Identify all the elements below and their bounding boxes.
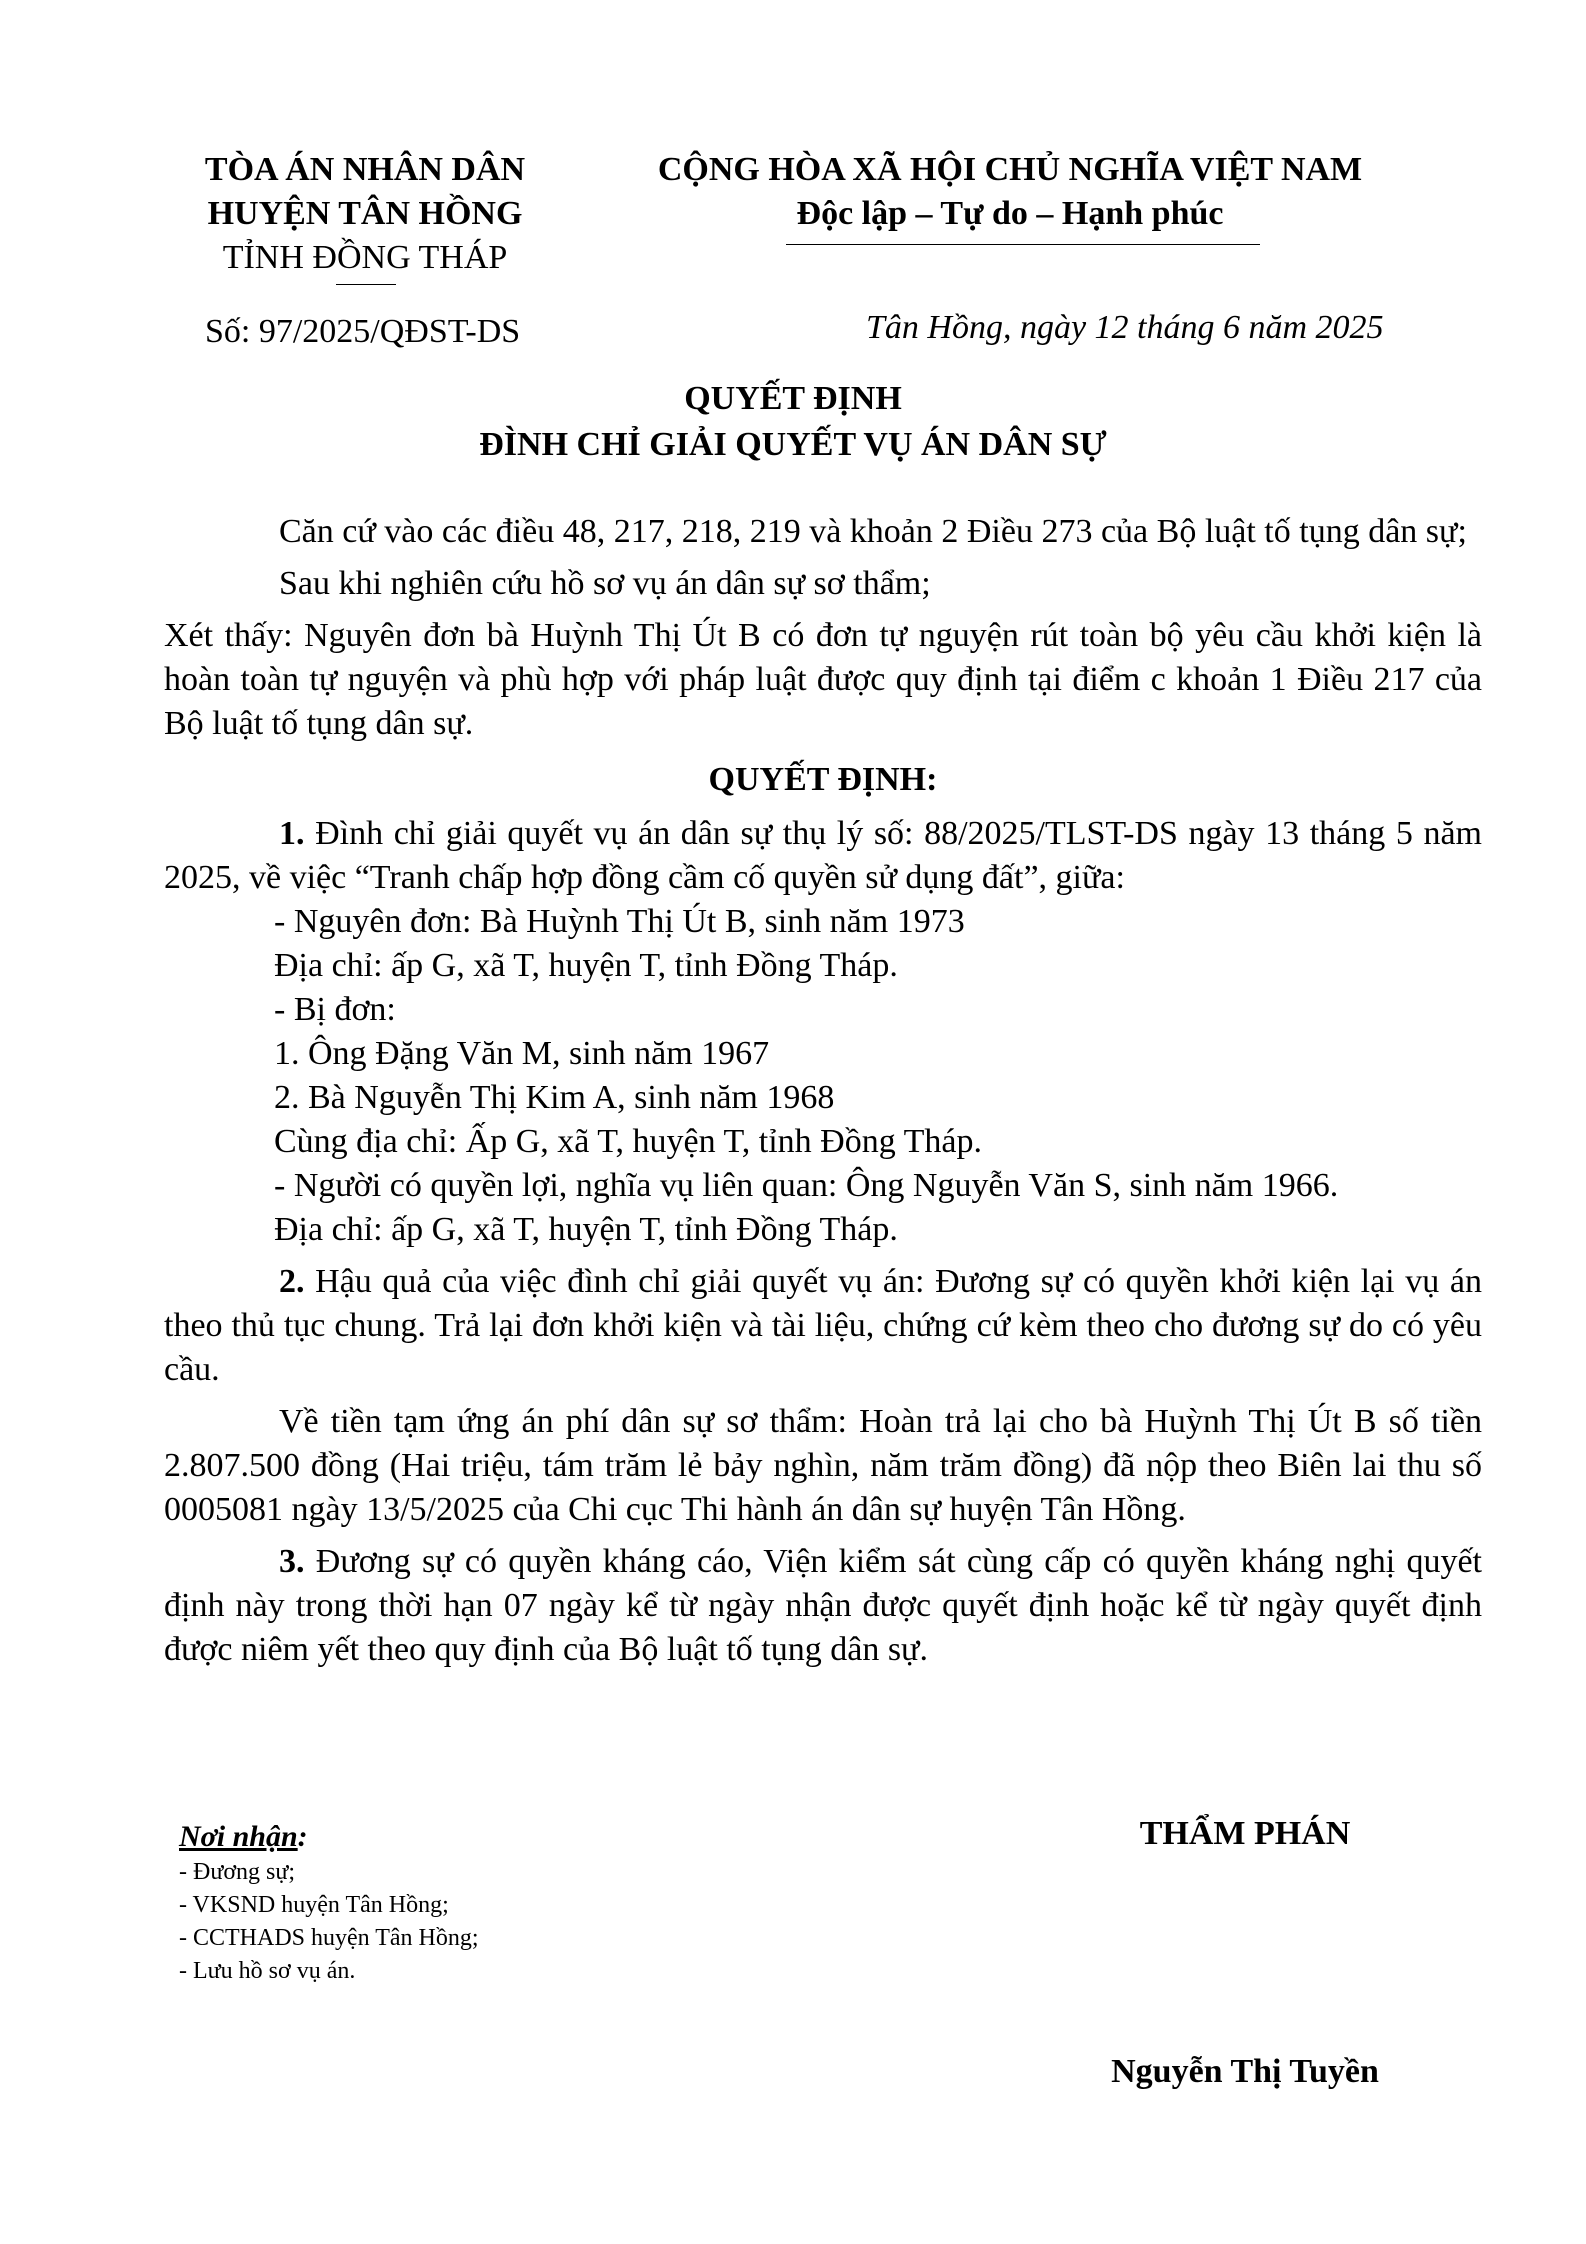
preamble-legal-basis: Căn cứ vào các điều 48, 217, 218, 219 và khoản 2 Điều 273 của Bộ luật tố tụng dân sự; — [279, 513, 1467, 550]
party-line: - Người có quyền lợi, nghĩa vụ liên quan: Ông Nguyễn Văn S, sinh năm 1966. — [274, 1167, 1339, 1204]
national-motto: Độc lập – Tự do – Hạnh phúc — [796, 195, 1224, 232]
item-3-number: 3. — [279, 1543, 305, 1580]
party-line: 2. Bà Nguyễn Thị Kim A, sinh năm 1968 — [274, 1079, 835, 1116]
recipients-title-text: Nơi nhận — [179, 1820, 298, 1853]
preamble-review: Sau khi nghiên cứu hồ sơ vụ án dân sự sơ thẩm; — [279, 565, 931, 602]
recipient-item: - VKSND huyện Tân Hồng; — [179, 1892, 449, 1918]
court-header-rule — [336, 284, 396, 285]
recipient-item: - CCTHADS huyện Tân Hồng; — [179, 1925, 479, 1951]
item-1-number: 1. — [279, 815, 305, 852]
item-2-text: Hậu quả của việc đình chỉ giải quyết vụ án: Đương sự có quyền khởi kiện lại vụ án theo thủ tục chung. Trả lại đơn khởi kiện và tài liệu, chứng cứ kèm theo cho đương sự do có yêu cầu. — [164, 1263, 1482, 1388]
document-body — [164, 510, 1482, 1672]
party-line: Địa chỉ: ấp G, xã T, huyện T, tỉnh Đồng Tháp. — [274, 1211, 898, 1248]
national-header — [640, 148, 1380, 236]
party-line: Cùng địa chỉ: Ấp G, xã T, huyện T, tỉnh Đồng Tháp. — [274, 1123, 982, 1160]
item-1-text: Đình chỉ giải quyết vụ án dân sự thụ lý số: 88/2025/TLST-DS ngày 13 tháng 5 năm 2025, về việc “Tranh chấp hợp đồng cầm cố quyền sử dụng đất”, giữa: — [164, 815, 1482, 896]
national-motto-rule — [786, 244, 1260, 245]
court-name-line2: HUYỆN TÂN HỒNG — [207, 195, 523, 232]
recipients-block — [179, 1818, 719, 1988]
recipients-title-colon: : — [297, 1820, 308, 1853]
court-header — [150, 148, 580, 280]
decision-heading: QUYẾT ĐỊNH: — [708, 761, 938, 798]
signer-title: THẨM PHÁN — [1139, 1815, 1351, 1852]
decision-item-1 — [164, 812, 1482, 900]
title-line1: QUYẾT ĐỊNH — [684, 380, 902, 417]
place-and-date: Tân Hồng, ngày 12 tháng 6 năm 2025 — [866, 309, 1384, 346]
document-number: Số: 97/2025/QĐST-DS — [205, 313, 521, 350]
national-title: CỘNG HÒA XÃ HỘI CHỦ NGHĨA VIỆT NAM — [657, 151, 1363, 188]
party-line: - Bị đơn: — [274, 991, 396, 1028]
recipient-item: - Lưu hồ sơ vụ án. — [179, 1958, 356, 1984]
item-3-text: Đương sự có quyền kháng cáo, Viện kiểm sát cùng cấp có quyền kháng nghị quyết định này trong thời hạn 07 ngày kể từ ngày nhận được quyết định hoặc kể từ ngày quyết định được niêm yết theo quy định của Bộ luật tố tụng dân sự. — [164, 1543, 1482, 1668]
document-title — [0, 376, 1586, 468]
decision-item-3 — [164, 1540, 1482, 1672]
party-line: - Nguyên đơn: Bà Huỳnh Thị Út B, sinh năm 1973 — [274, 903, 965, 940]
party-line: 1. Ông Đặng Văn M, sinh năm 1967 — [274, 1035, 770, 1072]
decision-item-2 — [164, 1260, 1482, 1392]
title-line2: ĐÌNH CHỈ GIẢI QUYẾT VỤ ÁN DÂN SỰ — [479, 426, 1107, 463]
item-2-number: 2. — [279, 1263, 305, 1300]
recipient-item: - Đương sự; — [179, 1859, 296, 1885]
recipients-title — [179, 1818, 719, 1856]
party-line: Địa chỉ: ấp G, xã T, huyện T, tỉnh Đồng Tháp. — [274, 947, 898, 984]
court-fee-paragraph: Về tiền tạm ứng án phí dân sự sơ thẩm: Hoàn trả lại cho bà Huỳnh Thị Út B số tiền 2.807.500 đồng (Hai triệu, tám trăm lẻ bảy nghìn, năm trăm đồng) đã nộp theo Biên lai thu số 0005081 ngày 13/5/2025 của Chi cục Thi hành án dân sự huyện Tân Hồng. — [164, 1403, 1482, 1528]
court-name-line3: TỈNH ĐỒNG THÁP — [222, 239, 508, 276]
preamble-finding: Xét thấy: Nguyên đơn bà Huỳnh Thị Út B có đơn tự nguyện rút toàn bộ yêu cầu khởi kiện là hoàn toàn tự nguyện và phù hợp với pháp luật được quy định tại điểm c khoản 1 Điều 217 của Bộ luật tố tụng dân sự. — [164, 617, 1482, 742]
signer-name: Nguyễn Thị Tuyền — [1111, 2053, 1379, 2090]
court-name-line1: TÒA ÁN NHÂN DÂN — [204, 151, 526, 188]
